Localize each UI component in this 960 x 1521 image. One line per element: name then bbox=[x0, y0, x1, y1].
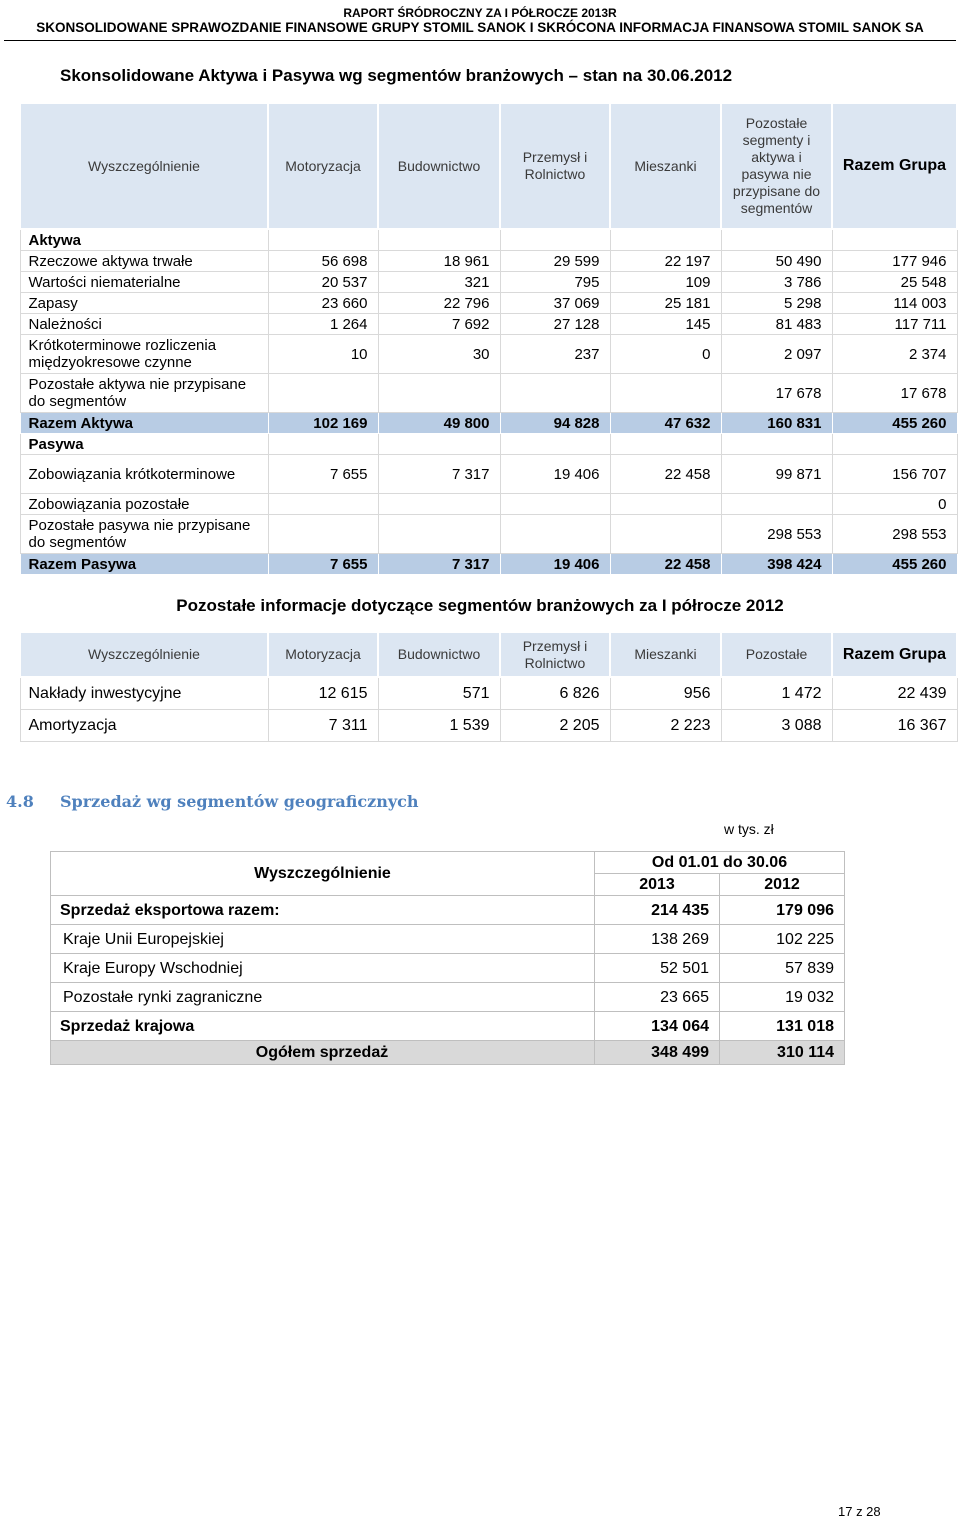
table-cell bbox=[500, 494, 610, 515]
section-number: 4.8 bbox=[6, 792, 34, 811]
table-cell: 7 655 bbox=[268, 455, 378, 494]
column-header: Motoryzacja bbox=[268, 632, 378, 677]
table-cell: 321 bbox=[378, 272, 500, 293]
table-row bbox=[20, 710, 957, 742]
table-cell: 2 097 bbox=[721, 335, 832, 374]
row-label: Zapasy bbox=[20, 293, 268, 314]
table-cell bbox=[378, 374, 500, 413]
table-cell: 0 bbox=[832, 494, 957, 515]
table-cell: 455 260 bbox=[832, 413, 957, 434]
row-label: Nakłady inwestycyjne bbox=[20, 677, 268, 710]
table-row bbox=[20, 494, 957, 515]
row-label: Zobowiązania krótkoterminowe bbox=[20, 455, 268, 494]
table-cell: 6 826 bbox=[500, 677, 610, 710]
table-cell bbox=[721, 494, 832, 515]
table-cell bbox=[500, 515, 610, 554]
table-cell: 795 bbox=[500, 272, 610, 293]
table-cell: 94 828 bbox=[500, 413, 610, 434]
table-cell: 19 406 bbox=[500, 455, 610, 494]
table-cell: 19 406 bbox=[500, 554, 610, 575]
table-cell: 52 501 bbox=[595, 954, 720, 983]
table-cell: 310 114 bbox=[720, 1041, 845, 1065]
row-label: Sprzedaż eksportowa razem: bbox=[51, 896, 595, 925]
period-header: Od 01.01 do 30.06 bbox=[595, 852, 845, 874]
table-cell: 27 128 bbox=[500, 314, 610, 335]
table-cell: 134 064 bbox=[595, 1012, 720, 1041]
table-row bbox=[20, 314, 957, 335]
table-cell: 12 615 bbox=[268, 677, 378, 710]
segments-balance-title: Skonsolidowane Aktywa i Pasywa wg segmentów branżowych – stan na 30.06.2012 bbox=[60, 66, 733, 85]
column-header: Pozostałe bbox=[721, 632, 832, 677]
row-label: Ogółem sprzedaż bbox=[51, 1041, 595, 1065]
report-header-title: RAPORT ŚRÓDROCZNY ZA I PÓŁROCZE 2013R bbox=[343, 6, 617, 20]
table-cell bbox=[832, 229, 957, 251]
column-header: Budownictwo bbox=[378, 103, 500, 229]
table-row bbox=[20, 434, 957, 455]
table-cell bbox=[610, 434, 721, 455]
section-title: Sprzedaż wg segmentów geograficznych bbox=[60, 792, 419, 811]
table-cell: 2 205 bbox=[500, 710, 610, 742]
table-cell bbox=[721, 229, 832, 251]
column-header: Mieszanki bbox=[610, 632, 721, 677]
table-row bbox=[20, 554, 957, 575]
table-row bbox=[20, 455, 957, 494]
table-cell: 7 317 bbox=[378, 455, 500, 494]
table-cell: 298 553 bbox=[721, 515, 832, 554]
segments-other-info-table bbox=[19, 631, 958, 742]
report-header-subtitle: SKONSOLIDOWANE SPRAWOZDANIE FINANSOWE GRUPY STOMIL SANOK I SKRÓCONA INFORMACJA FINANSOWA STOMIL SANOK SA bbox=[36, 20, 924, 35]
table-row bbox=[20, 515, 957, 554]
row-label: Wartości niematerialne bbox=[20, 272, 268, 293]
segments-balance-table bbox=[19, 102, 958, 575]
table-cell: 3 786 bbox=[721, 272, 832, 293]
table-cell: 398 424 bbox=[721, 554, 832, 575]
year-header: 2012 bbox=[720, 874, 845, 896]
table-cell bbox=[721, 434, 832, 455]
table-cell: 7 317 bbox=[378, 554, 500, 575]
table-cell: 25 181 bbox=[610, 293, 721, 314]
row-label: Sprzedaż krajowa bbox=[51, 1012, 595, 1041]
row-label: Pasywa bbox=[20, 434, 268, 455]
row-label: Pozostałe rynki zagraniczne bbox=[51, 983, 595, 1012]
year-header: 2013 bbox=[595, 874, 720, 896]
table-cell: 50 490 bbox=[721, 251, 832, 272]
page-number: 17 z 28 bbox=[838, 1504, 881, 1519]
unit-label: w tys. zł bbox=[724, 821, 774, 837]
column-header: Wyszczególnienie bbox=[20, 103, 268, 229]
table-cell: 47 632 bbox=[610, 413, 721, 434]
table-cell: 29 599 bbox=[500, 251, 610, 272]
row-label: Kraje Europy Wschodniej bbox=[51, 954, 595, 983]
row-label: Należności bbox=[20, 314, 268, 335]
table-cell: 19 032 bbox=[720, 983, 845, 1012]
table-cell: 10 bbox=[268, 335, 378, 374]
column-header: Motoryzacja bbox=[268, 103, 378, 229]
table-cell: 102 225 bbox=[720, 925, 845, 954]
row-label: Amortyzacja bbox=[20, 710, 268, 742]
table-cell: 156 707 bbox=[832, 455, 957, 494]
table-cell: 22 197 bbox=[610, 251, 721, 272]
table-cell: 57 839 bbox=[720, 954, 845, 983]
table-cell: 177 946 bbox=[832, 251, 957, 272]
table-cell: 7 311 bbox=[268, 710, 378, 742]
table-cell: 1 472 bbox=[721, 677, 832, 710]
table-cell bbox=[268, 229, 378, 251]
table-cell: 18 961 bbox=[378, 251, 500, 272]
table-cell: 114 003 bbox=[832, 293, 957, 314]
total-row bbox=[51, 1041, 845, 1065]
table-cell: 1 264 bbox=[268, 314, 378, 335]
row-label: Razem Aktywa bbox=[20, 413, 268, 434]
table-cell: 131 018 bbox=[720, 1012, 845, 1041]
table-cell: 23 660 bbox=[268, 293, 378, 314]
table-cell bbox=[268, 434, 378, 455]
table-row bbox=[51, 954, 845, 983]
table-row bbox=[20, 293, 957, 314]
table-cell: 37 069 bbox=[500, 293, 610, 314]
table-cell: 455 260 bbox=[832, 554, 957, 575]
table-cell: 30 bbox=[378, 335, 500, 374]
row-label: Aktywa bbox=[20, 229, 268, 251]
column-header: Pozostałe segmenty i aktywa i pasywa nie przypisane do segmentów bbox=[721, 103, 832, 229]
table-row bbox=[51, 983, 845, 1012]
table-cell bbox=[610, 229, 721, 251]
table-cell: 25 548 bbox=[832, 272, 957, 293]
table-cell: 5 298 bbox=[721, 293, 832, 314]
table-cell: 102 169 bbox=[268, 413, 378, 434]
table-row bbox=[20, 413, 957, 434]
table-cell: 138 269 bbox=[595, 925, 720, 954]
segments-other-info-title: Pozostałe informacje dotyczące segmentów branżowych za I półrocze 2012 bbox=[176, 596, 784, 615]
row-label: Pozostałe pasywa nie przypisane do segmentów bbox=[20, 515, 268, 554]
column-header: Przemysł i Rolnictwo bbox=[500, 103, 610, 229]
column-header: Mieszanki bbox=[610, 103, 721, 229]
row-label: Rzeczowe aktywa trwałe bbox=[20, 251, 268, 272]
table-row bbox=[20, 272, 957, 293]
table-cell bbox=[268, 515, 378, 554]
table-row bbox=[20, 335, 957, 374]
header-divider bbox=[4, 40, 956, 41]
table-cell: 56 698 bbox=[268, 251, 378, 272]
row-label: Razem Pasywa bbox=[20, 554, 268, 575]
table-cell: 22 439 bbox=[832, 677, 957, 710]
table-cell: 214 435 bbox=[595, 896, 720, 925]
table-cell: 298 553 bbox=[832, 515, 957, 554]
column-header: Przemysł i Rolnictwo bbox=[500, 632, 610, 677]
table-cell: 1 539 bbox=[378, 710, 500, 742]
table-row bbox=[51, 896, 845, 925]
header-cell: Wyszczególnienie bbox=[51, 852, 595, 896]
table-cell: 23 665 bbox=[595, 983, 720, 1012]
row-label: Pozostałe aktywa nie przypisane do segmentów bbox=[20, 374, 268, 413]
table-cell: 3 088 bbox=[721, 710, 832, 742]
table-cell bbox=[500, 434, 610, 455]
table-cell bbox=[378, 434, 500, 455]
table-cell bbox=[268, 494, 378, 515]
table-cell: 109 bbox=[610, 272, 721, 293]
table-header-row bbox=[20, 103, 957, 229]
table-cell bbox=[500, 229, 610, 251]
table-cell: 160 831 bbox=[721, 413, 832, 434]
table-cell bbox=[500, 374, 610, 413]
table-row bbox=[20, 229, 957, 251]
table-row bbox=[20, 374, 957, 413]
table-cell: 17 678 bbox=[832, 374, 957, 413]
table-cell bbox=[378, 494, 500, 515]
table-cell: 117 711 bbox=[832, 314, 957, 335]
geographic-sales-table bbox=[50, 851, 845, 1065]
table-cell: 81 483 bbox=[721, 314, 832, 335]
row-label: Kraje Unii Europejskiej bbox=[51, 925, 595, 954]
table-cell: 7 692 bbox=[378, 314, 500, 335]
column-header: Razem Grupa bbox=[832, 632, 957, 677]
table-cell: 16 367 bbox=[832, 710, 957, 742]
table-cell: 0 bbox=[610, 335, 721, 374]
table-header-row bbox=[20, 632, 957, 677]
table-row bbox=[20, 677, 957, 710]
column-header: Budownictwo bbox=[378, 632, 500, 677]
table-cell: 179 096 bbox=[720, 896, 845, 925]
table-cell: 22 458 bbox=[610, 554, 721, 575]
table-cell bbox=[378, 515, 500, 554]
table-cell: 99 871 bbox=[721, 455, 832, 494]
table-row bbox=[51, 925, 845, 954]
table-cell: 571 bbox=[378, 677, 500, 710]
table-cell: 145 bbox=[610, 314, 721, 335]
table-cell: 2 374 bbox=[832, 335, 957, 374]
table-cell: 49 800 bbox=[378, 413, 500, 434]
row-label: Krótkoterminowe rozliczenia międzyokresowe czynne bbox=[20, 335, 268, 374]
table-cell: 956 bbox=[610, 677, 721, 710]
table-cell: 20 537 bbox=[268, 272, 378, 293]
table-cell bbox=[268, 374, 378, 413]
table-cell bbox=[610, 494, 721, 515]
table-cell bbox=[610, 374, 721, 413]
table-cell bbox=[832, 434, 957, 455]
section-heading bbox=[6, 792, 419, 811]
column-header: Razem Grupa bbox=[832, 103, 957, 229]
table-cell bbox=[610, 515, 721, 554]
table-row bbox=[20, 251, 957, 272]
table-cell bbox=[378, 229, 500, 251]
column-header: Wyszczególnienie bbox=[20, 632, 268, 677]
table-cell: 2 223 bbox=[610, 710, 721, 742]
table-cell: 7 655 bbox=[268, 554, 378, 575]
table-row bbox=[51, 1012, 845, 1041]
row-label: Zobowiązania pozostałe bbox=[20, 494, 268, 515]
table-cell: 237 bbox=[500, 335, 610, 374]
table-cell: 17 678 bbox=[721, 374, 832, 413]
table-cell: 348 499 bbox=[595, 1041, 720, 1065]
table-cell: 22 796 bbox=[378, 293, 500, 314]
table-cell: 22 458 bbox=[610, 455, 721, 494]
